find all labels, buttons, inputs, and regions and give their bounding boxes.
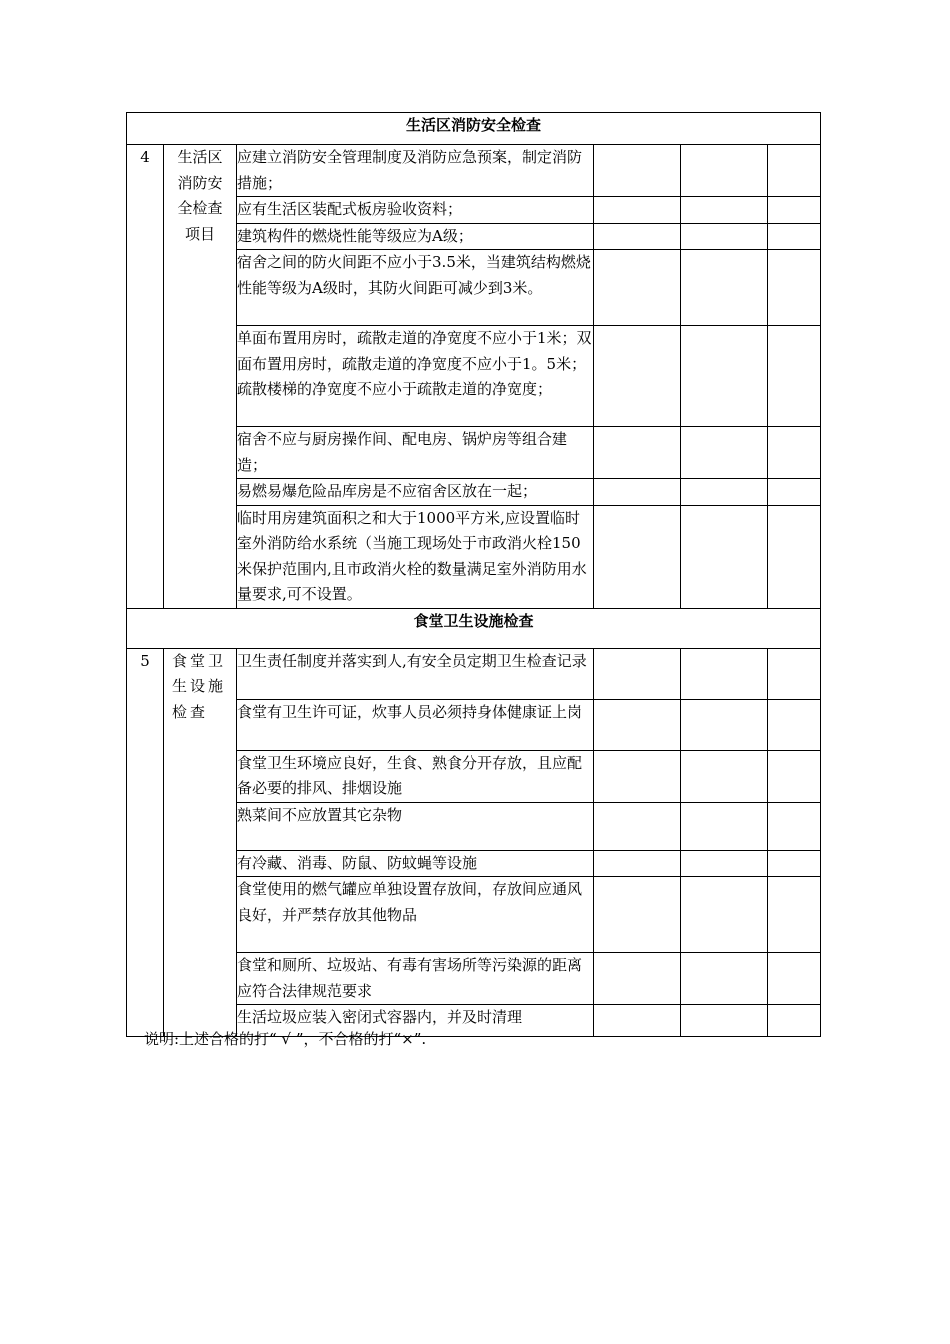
requirement-text: 生活垃圾应装入密闭式容器内，并及时清理 [237, 1005, 594, 1037]
check-cell[interactable] [768, 877, 821, 953]
requirement-text: 食堂和厕所、垃圾站、有毒有害场所等污染源的距离应符合法律规范要求 [237, 953, 594, 1005]
requirement-text: 建筑构件的燃烧性能等级应为A级； [237, 223, 594, 250]
check-cell[interactable] [594, 802, 681, 850]
check-cell[interactable] [681, 250, 768, 326]
check-cell[interactable] [594, 250, 681, 326]
section-header-row [127, 113, 821, 145]
check-cell[interactable] [768, 223, 821, 250]
requirement-text: 临时用房建筑面积之和大于1000平方米,应设置临时室外消防给水系统（当施工现场处于市政消火栓150米保护范围内,且市政消火栓的数量满足室外消防用水量要求,可不设置。 [237, 505, 594, 608]
requirement-text: 应建立消防安全管理制度及消防应急预案，制定消防措施； [237, 145, 594, 197]
check-cell[interactable] [681, 479, 768, 506]
check-cell[interactable] [594, 750, 681, 802]
requirement-text: 宿舍之间的防火间距不应小于3.5米，当建筑结构燃烧性能等级为A级时，其防火间距可减少到3米。 [237, 250, 594, 326]
requirement-text: 食堂有卫生许可证，炊事人员必须持身体健康证上岗 [237, 699, 594, 750]
category-line: 检查 [172, 702, 209, 721]
check-cell[interactable] [768, 953, 821, 1005]
check-cell[interactable] [768, 505, 821, 608]
check-cell[interactable] [594, 648, 681, 699]
requirement-text: 有冷藏、消毒、防鼠、防蚊蝇等设施 [237, 850, 594, 877]
check-cell[interactable] [594, 479, 681, 506]
category-cell [164, 145, 237, 609]
requirement-text: 宿舍不应与厨房操作间、配电房、锅炉房等组合建造； [237, 427, 594, 479]
category-cell [164, 648, 237, 1037]
section-header-row [127, 608, 821, 648]
category-line: 生设施 [172, 677, 227, 695]
requirement-text: 食堂卫生环境应良好，生食、熟食分开存放，且应配备必要的排风、排烟设施 [237, 750, 594, 802]
check-cell[interactable] [681, 750, 768, 802]
section-title: 生活区消防安全检查 [127, 113, 821, 145]
category-line: 项目 [184, 224, 215, 243]
check-cell[interactable] [681, 326, 768, 427]
check-cell[interactable] [768, 326, 821, 427]
check-cell[interactable] [768, 802, 821, 850]
check-cell[interactable] [768, 850, 821, 877]
check-cell[interactable] [681, 145, 768, 197]
check-cell[interactable] [681, 505, 768, 608]
check-cell[interactable] [768, 648, 821, 699]
check-cell[interactable] [594, 850, 681, 877]
category-line: 消防安 [177, 173, 223, 192]
section-title: 食堂卫生设施检查 [127, 608, 821, 648]
requirement-text: 卫生责任制度并落实到人,有安全员定期卫生检查记录 [237, 648, 594, 699]
check-cell[interactable] [594, 223, 681, 250]
requirement-text: 应有生活区装配式板房验收资料； [237, 197, 594, 224]
requirement-text: 易燃易爆危险品库房是不应宿舍区放在一起； [237, 479, 594, 506]
item-number: 5 [127, 648, 164, 1037]
check-cell[interactable] [681, 1005, 768, 1037]
check-cell[interactable] [768, 699, 821, 750]
check-cell[interactable] [594, 326, 681, 427]
requirement-text: 单面布置用房时，疏散走道的净宽度不应小于1米；双面布置用房时，疏散走道的净宽度不应小于1。5米；疏散楼梯的净宽度不应小于疏散走道的净宽度； [237, 326, 594, 427]
category-line: 生活区 [177, 148, 223, 166]
item-number: 4 [127, 145, 164, 609]
check-cell[interactable] [681, 802, 768, 850]
check-cell[interactable] [594, 145, 681, 197]
check-cell[interactable] [681, 699, 768, 750]
check-cell[interactable] [594, 877, 681, 953]
check-cell[interactable] [594, 953, 681, 1005]
category-line: 食堂卫 [172, 651, 227, 670]
check-cell[interactable] [681, 877, 768, 953]
table-row [127, 145, 821, 197]
check-cell[interactable] [594, 427, 681, 479]
check-cell[interactable] [768, 250, 821, 326]
check-cell[interactable] [594, 699, 681, 750]
category-line: 全检查 [177, 199, 223, 217]
check-cell[interactable] [594, 1005, 681, 1037]
check-cell[interactable] [681, 197, 768, 224]
requirement-text: 熟菜间不应放置其它杂物 [237, 802, 594, 850]
check-cell[interactable] [768, 1005, 821, 1037]
check-cell[interactable] [594, 505, 681, 608]
table-row [127, 648, 821, 699]
check-cell[interactable] [681, 953, 768, 1005]
check-cell[interactable] [768, 197, 821, 224]
footnote: 说明:上述合格的打“ √ ”，不合格的打“×”. [144, 1030, 427, 1048]
check-cell[interactable] [768, 479, 821, 506]
check-cell[interactable] [768, 145, 821, 197]
check-cell[interactable] [768, 750, 821, 802]
check-cell[interactable] [681, 850, 768, 877]
requirement-text: 食堂使用的燃气罐应单独设置存放间，存放间应通风良好，并严禁存放其他物品 [237, 877, 594, 953]
check-cell[interactable] [681, 223, 768, 250]
inspection-table [126, 112, 821, 1037]
check-cell[interactable] [768, 427, 821, 479]
check-cell[interactable] [594, 197, 681, 224]
check-cell[interactable] [681, 427, 768, 479]
check-cell[interactable] [681, 648, 768, 699]
